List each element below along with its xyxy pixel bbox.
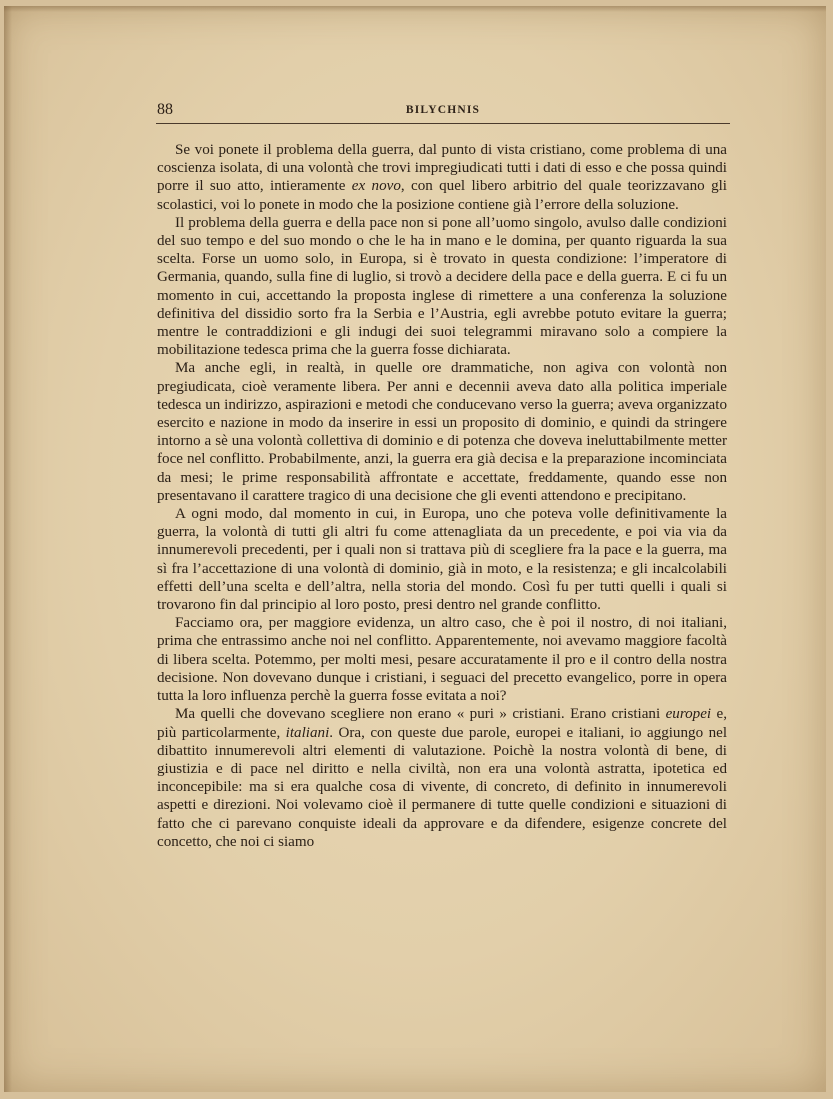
page-top-edge-shadow: [4, 6, 826, 12]
text-run: Se voi ponete il problema della guerra, dal punto di vista cristiano, come problema di una coscienza isolata, di una volontà che trovi impregiudicati tutti i dati di esso e che possa quindi porre il suo atto, intieramente: [157, 142, 727, 195]
paragraph: [157, 141, 727, 214]
page-left-edge-shadow: [4, 6, 12, 1092]
italic-text: europei: [665, 706, 712, 723]
text-run: A ogni modo, dal momento in cui, in Europa, uno che poteva volle definitivamente la guerra, la volontà di tutti gli altri fu come attenagliata da un precedente, e poi via via da innumerevoli precedenti, per i quali non si trattava più di scegliere fra la pace e la guerra, ma sì fra l’accettazione di una volontà di dominio, già in moto, e la resistenza; e gli incalcolabili effetti dell’una scelta e dell’altra, nella storia del mondo. Così fu per tutti quelli i quali si trovarono fin dal principio al loro posto, presi dentro nel grande conflitto.: [157, 506, 727, 614]
text-run: Ma anche egli, in realtà, in quelle ore drammatiche, non agiva con volontà non pregiudicata, cioè veramente libera. Per anni e decennii aveva dato alla politica imperiale tedesca un indirizzo, aspirazioni e metodi che conducevano verso la guerra; aveva organizzato esercito e nazione in modo da inserire in essi un proposito di dominio, e quindi da stringere intorno a sè una volontà collettiva di dominio e di potenza che doveva ineluttabilmente metter foce nel conflitto. Probabilmente, anzi, la guerra era già decisa e la preparazione incominciata da mesi; le prime responsabilità affrontate e accettate, freddamente, quando esse non presentavano il carattere tragico di una decisione che gli eventi attendono e precipitano.: [157, 360, 727, 504]
text-run: Il problema della guerra e della pace non si pone all’uomo singolo, avulso dalle condizioni del suo tempo e del suo mondo o che le ha in mano e le domina, per quanto riguarda la sua scelta. Forse un uomo solo, in Europa, si è trovato in questa condizione: l’imperatore di Germania, quando, sulla fine di luglio, si trovò a decidere della pace e della guerra. E ci fu un momento in cui, accettando la proposta inglese di rimettere a una conferenza la soluzione definitiva del dissidio sorto fra la Serbia e l’Austria, egli avrebbe potuto evitare la guerra; mentre le contraddizioni e gli indugi dei suoi telegrammi miravano solo a compiere la mobilitazione tedesca prima che la guerra fosse dichiarata.: [157, 214, 727, 359]
body-text: [157, 141, 727, 851]
text-run: , con quel libero arbitrio del quale teorizzavano gli scolastici, voi lo ponete in modo che la posizione contiene già l’errore della soluzione.: [157, 178, 728, 213]
italic-text: ex novo: [351, 178, 401, 195]
text-run: Facciamo ora, per maggiore evidenza, un altro caso, che è poi il nostro, di noi italiani, prima che entrassimo anche noi nel conflitto. Apparentemente, noi avevamo maggiore facoltà di libera scelta. Potemmo, per molti mesi, pesare accuratamente il pro e il contro della nostra decisione. Non dovevano dunque i cristiani, i seguaci del precetto evangelico, porre in opera tutta la loro influenza perchè la guerra fosse evitata a noi?: [157, 615, 727, 705]
paragraph: [157, 614, 727, 705]
text-run: . Ora, con queste due parole, europei e italiani, io aggiungo nel dibattito innumerevoli altri elementi di valutazione. Poichè la nostra volontà di bene, di giustizia e di pace nel diritto e nella civiltà, non era una volontà astratta, ipotetica ed inconcepibile: ma si era qualche cosa di vivente, di concreto, di definito in innumerevoli aspetti e direzioni. Noi volevamo cioè il permanere di tutte quelle condizioni e situazioni di fatto che ci parevano conquiste ideali da approvare e da difendere, esigenze concrete del concetto, che noi ci siamo: [157, 724, 728, 850]
running-title: BILYCHNIS: [405, 104, 481, 116]
text-run: Ma quelli che dovevano scegliere non erano « puri » cristiani. Erano cristiani: [175, 706, 666, 723]
paragraph: [157, 214, 727, 360]
text-run: e, più particolarmente,: [157, 706, 727, 741]
italic-text: italiani: [285, 724, 330, 741]
paragraph: [157, 705, 727, 851]
running-header: [156, 101, 730, 124]
page-number: 88: [157, 101, 173, 118]
paragraph: [157, 505, 727, 614]
paragraph: [157, 359, 727, 505]
